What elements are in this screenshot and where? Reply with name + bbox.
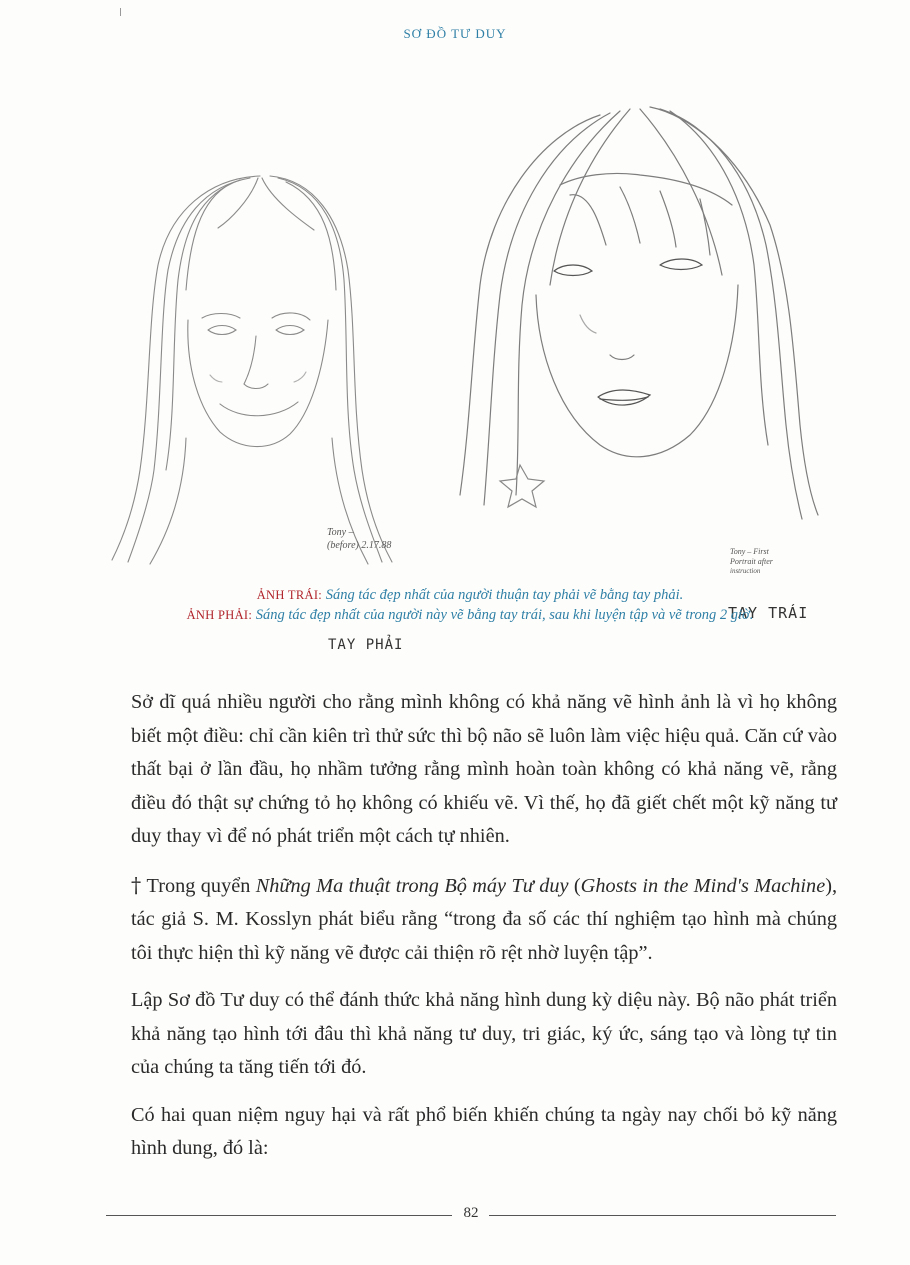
figure-caption: [150, 585, 790, 625]
right-hand-date: (before) 2.17.88: [327, 540, 392, 551]
book-title-vi: Những Ma thuật trong Bộ máy Tư duy: [255, 874, 569, 897]
paragraph-4: Có hai quan niệm nguy hại và rất phổ biến khiến chúng ta ngày nay chối bỏ kỹ năng hình dung, đó là:: [131, 1103, 837, 1159]
paragraph-2-part-b: (: [568, 874, 581, 897]
running-head: SƠ ĐỒ TƯ DUY: [403, 26, 507, 41]
dagger-mark: †: [131, 872, 142, 897]
body-text: [131, 686, 837, 1180]
caption-right-label: ẢNH PHẢI:: [186, 608, 253, 622]
left-hand-label: TAY TRÁI: [728, 604, 809, 622]
left-hand-signature: Tony – First: [730, 547, 769, 556]
right-hand-signature: Tony –: [327, 527, 354, 538]
caption-right-text: Sáng tác đẹp nhất của người này vẽ bằng tay trái, sau khi luyện tập và vẽ trong 2 giờ.: [255, 607, 754, 623]
page-number: 82: [463, 1205, 479, 1221]
paragraph-2: [131, 869, 837, 971]
crop-mark: [120, 8, 121, 16]
footer-rule-right: [489, 1215, 836, 1216]
paragraph-1: Sở dĩ quá nhiều người cho rằng mình không có khả năng vẽ hình ảnh là vì họ không biết một điều: chỉ cần kiên trì thử sức thì bộ não sẽ luôn làm việc hiệu quả. Căn cứ vào thất bại ở lần đầu, họ nhầm tưởng rằng mình hoàn toàn không có khả năng vẽ, rằng điều đó thật sự chứng tỏ họ không có khiếu vẽ. Vì thế, họ đã giết chết một kỹ năng tư duy thay vì để nó phát triển một cách tự nhiên.: [131, 691, 837, 847]
caption-left-text: Sáng tác đẹp nhất của người thuận tay phải vẽ bằng tay phải.: [325, 587, 684, 603]
paragraph-2-part-a: Trong quyển: [141, 874, 256, 897]
paragraph-2-part-c: ), tác giả S. M. Kosslyn phát biểu rằng “trong đa số các thí nghiệm tạo hình mà chúng tôi thực hiện thì kỹ năng vẽ được cải thiện rõ rệt nhờ luyện tập”.: [131, 874, 838, 964]
left-hand-note-2: instruction: [730, 567, 761, 575]
left-hand-note: Portrait after: [730, 557, 773, 566]
right-hand-label: TAY PHẢI: [328, 637, 404, 653]
page-footer: [106, 1205, 836, 1225]
book-title-en: Ghosts in the Mind's Machine: [580, 874, 826, 897]
footer-rule-left: [106, 1215, 452, 1216]
caption-right-image: [150, 605, 790, 625]
paragraph-3: Lập Sơ đồ Tư duy có thể đánh thức khả năng hình dung kỳ diệu này. Bộ não phát triển khả năng tạo hình tới đâu thì khả năng tư duy, tri giác, ký ức, sáng tạo và lòng tự tin của chúng ta tăng tiến tới đó.: [131, 989, 837, 1078]
caption-left-image: [150, 585, 790, 605]
caption-left-label: ẢNH TRÁI:: [256, 588, 323, 602]
left-hand-portrait-drawing: [450, 95, 830, 525]
